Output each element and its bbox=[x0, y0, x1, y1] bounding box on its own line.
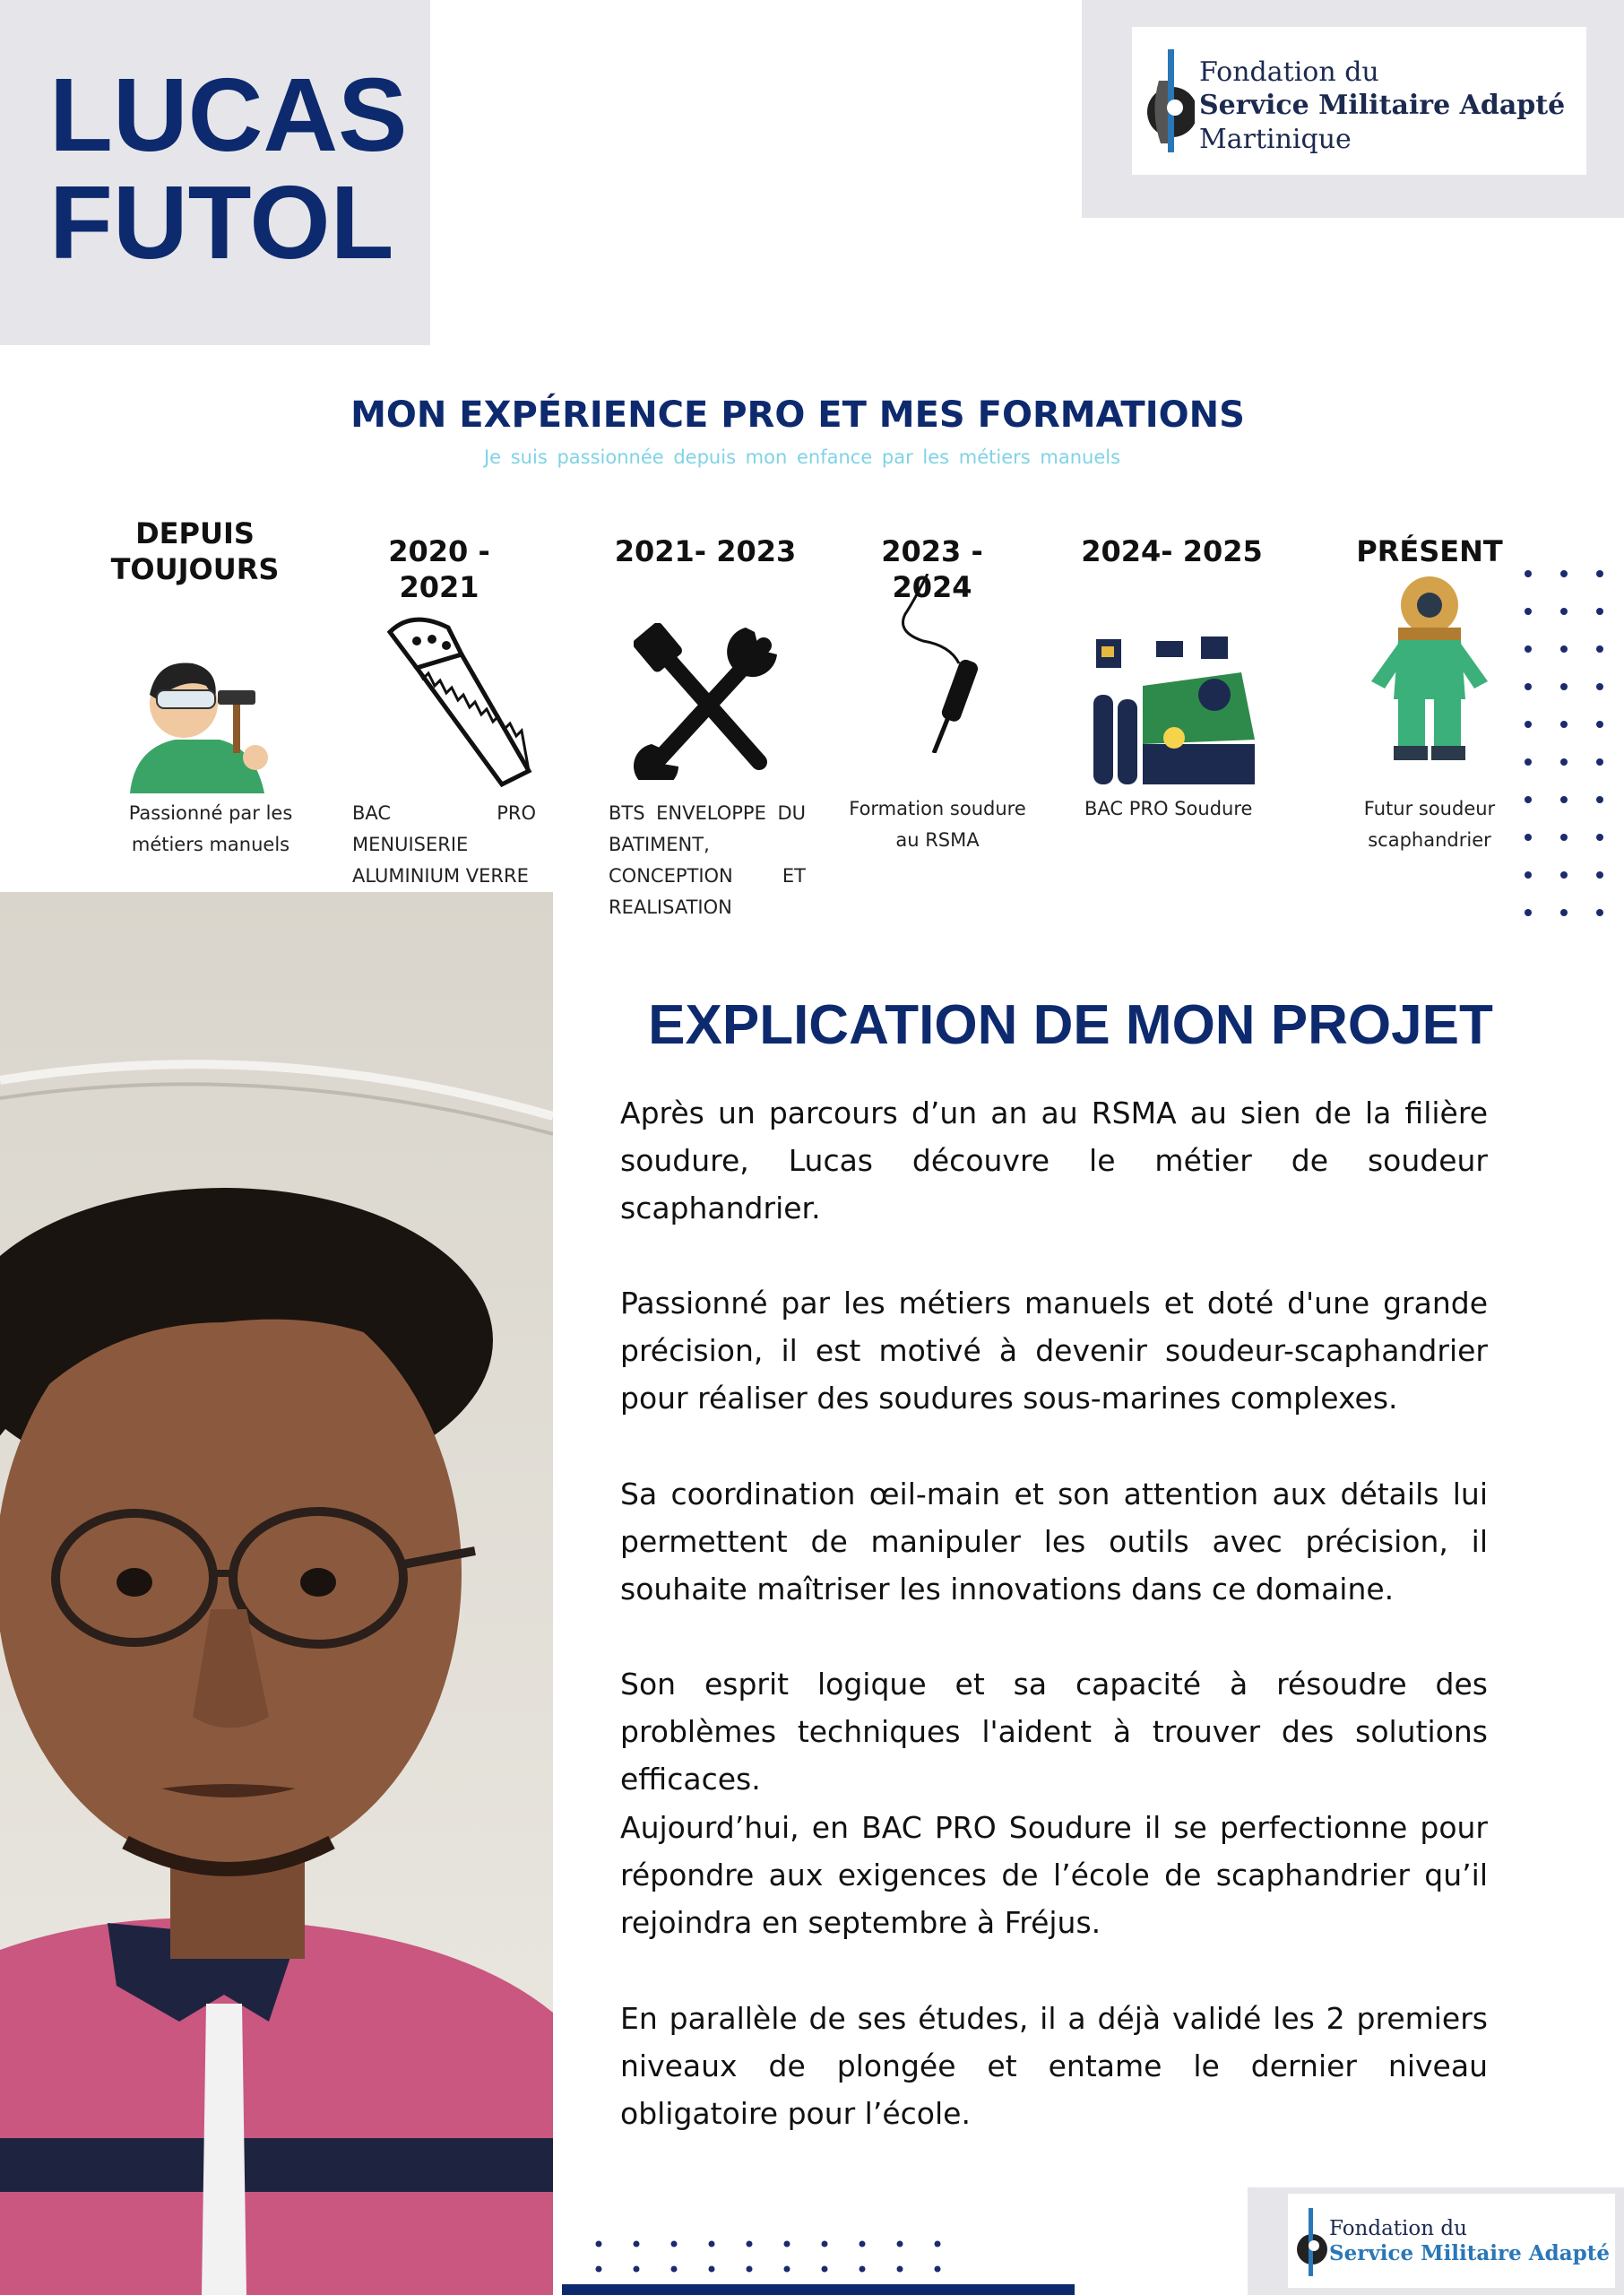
project-paragraph: Son esprit logique et sa capacité à résoudre des problèmes techniques l'aident à trouver des solutions efficaces. bbox=[620, 1667, 1488, 1797]
timeline-description: Formation soudure au RSMA bbox=[849, 798, 1026, 851]
project-title: EXPLICATION DE MON PROJET bbox=[648, 994, 1493, 1056]
welder-workshop-icon bbox=[1089, 632, 1259, 789]
smsa-logo-bottom bbox=[1288, 2194, 1615, 2288]
experience-title: MON EXPÉRIENCE PRO ET MES FORMATIONS bbox=[350, 394, 1245, 436]
diver-helmet-logo-icon bbox=[1141, 45, 1195, 161]
tools-cross-icon bbox=[634, 623, 786, 780]
logo-bottom-line1: Fondation du bbox=[1329, 2217, 1467, 2240]
bottom-accent-bar bbox=[562, 2284, 1075, 2295]
timeline-description: BAC PRO MENUISERIE ALUMINIUM VERRE bbox=[352, 802, 536, 887]
experience-subtitle: Je suis passionnée depuis mon enfance par les métiers manuels bbox=[483, 446, 1121, 468]
logo-top-line2: Service Militaire Adapté bbox=[1199, 90, 1566, 121]
saw-icon bbox=[376, 614, 538, 793]
project-paragraph: Après un parcours d’un an au RSMA au sien de la filière soudure, Lucas découvre le métier de soudeur scaphandrier. bbox=[620, 1096, 1488, 1225]
logo-top-line3: Martinique bbox=[1199, 124, 1352, 155]
timeline-date: 2020 - 2021 bbox=[388, 534, 490, 604]
project-paragraph: Sa coordination œil-main et son attention aux détails lui permettent de manipuler les outils avec précision, il souhaite maîtriser les innovations dans ce domaine. bbox=[620, 1477, 1488, 1606]
timeline-description: Passionné par les métiers manuels bbox=[128, 802, 293, 855]
timeline-date: DEPUIS bbox=[135, 516, 255, 550]
project-paragraph: En parallèle de ses études, il a déjà validé les 2 premiers niveaux de plongée et entame le dernier niveau obligatoire pour l’école. bbox=[620, 2001, 1488, 2131]
diver-suit-icon bbox=[1367, 574, 1492, 762]
first-name: LUCAS bbox=[49, 56, 408, 173]
project-paragraph: Aujourd’hui, en BAC PRO Soudure il se perfectionne pour répondre aux exigences de l’école de scaphandrier qu’il rejoindra en septembre à Fréjus. bbox=[620, 1810, 1488, 1940]
timeline-date: 2024- 2025 bbox=[1081, 534, 1263, 568]
logo-bottom-line2: Service Militaire Adapté bbox=[1329, 2241, 1610, 2265]
timeline-description: Futur soudeur scaphandrier bbox=[1363, 798, 1496, 851]
decorative-dots-bottom bbox=[592, 2237, 950, 2277]
timeline-date: PRÉSENT bbox=[1356, 534, 1503, 568]
soldering-iron-icon bbox=[887, 574, 986, 753]
project-paragraph: Passionné par les métiers manuels et doté d'une grande précision, il est motivé à devenir soudeur-scaphandrier pour réaliser des soudures sous-marines complexes. bbox=[620, 1286, 1488, 1416]
decorative-dots-right bbox=[1519, 565, 1618, 932]
boy-hammer-icon bbox=[121, 650, 282, 793]
timeline-date-line2: TOUJOURS bbox=[110, 552, 280, 586]
logo-top-line1: Fondation du bbox=[1199, 56, 1379, 88]
timeline-description: BAC PRO Soudure bbox=[1084, 798, 1253, 819]
name-block bbox=[0, 0, 430, 345]
timeline-description: BTS ENVELOPPE DU BATIMENT, CONCEPTION ET REALISATION bbox=[609, 802, 806, 918]
portrait-photo bbox=[0, 892, 553, 2295]
diver-helmet-logo-icon bbox=[1292, 2204, 1328, 2281]
smsa-logo-top bbox=[1132, 27, 1586, 175]
timeline-date: 2023 - 2024 bbox=[881, 534, 983, 604]
timeline-date: 2021- 2023 bbox=[614, 534, 797, 568]
last-name: FUTOL bbox=[49, 164, 394, 281]
